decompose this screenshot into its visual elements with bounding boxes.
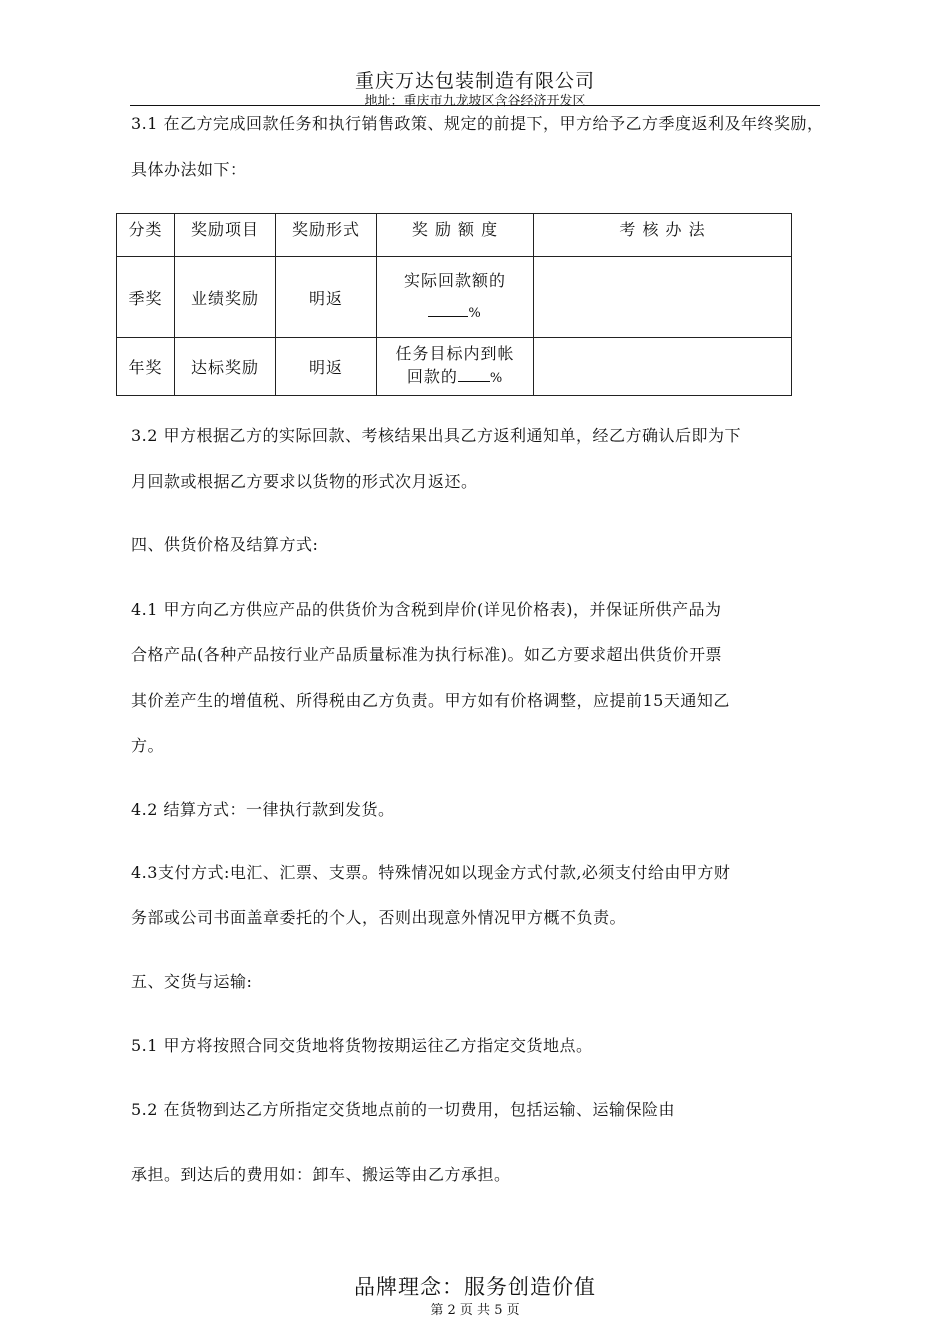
clause-3-2-line-1: 3.2 甲方根据乙方的实际回款、考核结果出具乙方返利通知单，经乙方确认后即为下 <box>131 426 742 445</box>
row-item: 业绩奖励 <box>175 257 276 338</box>
header-divider <box>130 105 820 106</box>
clause-4-1-line-2: 合格产品(各种产品按行业产品质量标准为执行标准)。如乙方要求超出供货价开票 <box>131 645 722 664</box>
amount-text-line-1: 任务目标内到帐 <box>395 344 515 363</box>
page-number: 第 2 页 共 5 页 <box>430 1303 520 1318</box>
header-category: 分类 <box>117 214 175 257</box>
amount-blank <box>458 365 490 382</box>
header-amount: 奖 励 额 度 <box>377 214 534 257</box>
clause-5-2-line-1: 5.2 在货物到达乙方所指定交货地点前的一切费用，包括运输、运输保险由 <box>131 1100 676 1119</box>
company-name: 重庆万达包装制造有限公司 <box>354 70 595 92</box>
clause-4-3-line-2: 务部或公司书面盖章委托的个人，否则出现意外情况甲方概不负责。 <box>131 908 627 927</box>
row-assessment <box>534 338 792 396</box>
header-form: 奖励形式 <box>276 214 377 257</box>
clause-4-1-line-3: 其价差产生的增值税、所得税由乙方负责。甲方如有价格调整，应提前15天通知乙 <box>131 691 730 710</box>
clause-3-1-line-2: 具体办法如下： <box>131 160 247 179</box>
clause-4-2: 4.2 结算方式：一律执行款到发货。 <box>131 800 395 819</box>
row-amount <box>377 257 534 338</box>
clause-4-1-line-1: 4.1 甲方向乙方供应产品的供货价为含税到岸价(详见价格表)，并保证所供产品为 <box>131 600 722 619</box>
row-amount <box>377 338 534 396</box>
amount-text: 实际回款额的 <box>403 270 506 290</box>
row-form: 明返 <box>276 257 377 338</box>
section-5-title: 五、交货与运输: <box>131 972 253 991</box>
amount-blank <box>428 300 468 317</box>
amount-percent: % <box>468 305 482 321</box>
clause-4-3-line-1: 4.3支付方式:电汇、汇票、支票。特殊情况如以现金方式付款,必须支付给由甲方财 <box>131 863 731 882</box>
header-item: 奖励项目 <box>175 214 276 257</box>
reward-table <box>116 213 792 396</box>
row-form: 明返 <box>276 338 377 396</box>
row-assessment <box>534 257 792 338</box>
clause-5-1: 5.1 甲方将按照合同交货地将货物按期运往乙方指定交货地点。 <box>131 1036 593 1055</box>
table-header-row <box>117 214 792 257</box>
brand-slogan: 品牌理念：服务创造价值 <box>354 1275 596 1299</box>
row-category: 季奖 <box>117 257 175 338</box>
section-4-title: 四、供货价格及结算方式: <box>131 535 319 554</box>
amount-percent: % <box>489 371 504 386</box>
company-address: 地址：重庆市九龙坡区含谷经济开发区 <box>364 94 586 109</box>
header-assessment: 考 核 办 法 <box>534 214 792 257</box>
clause-4-1-line-4: 方。 <box>131 736 165 755</box>
amount-text-line-2: 回款的 <box>406 367 458 386</box>
clause-5-2-line-2: 承担。到达后的费用如：卸车、搬运等由乙方承担。 <box>131 1165 511 1184</box>
row-category: 年奖 <box>117 338 175 396</box>
table-row <box>117 338 792 396</box>
clause-3-1-line-1: 3.1 在乙方完成回款任务和执行销售政策、规定的前提下，甲方给予乙方季度返利及年终奖励， <box>131 114 824 133</box>
row-item: 达标奖励 <box>175 338 276 396</box>
table-row <box>117 257 792 338</box>
clause-3-2-line-2: 月回款或根据乙方要求以货物的形式次月返还。 <box>131 472 478 491</box>
